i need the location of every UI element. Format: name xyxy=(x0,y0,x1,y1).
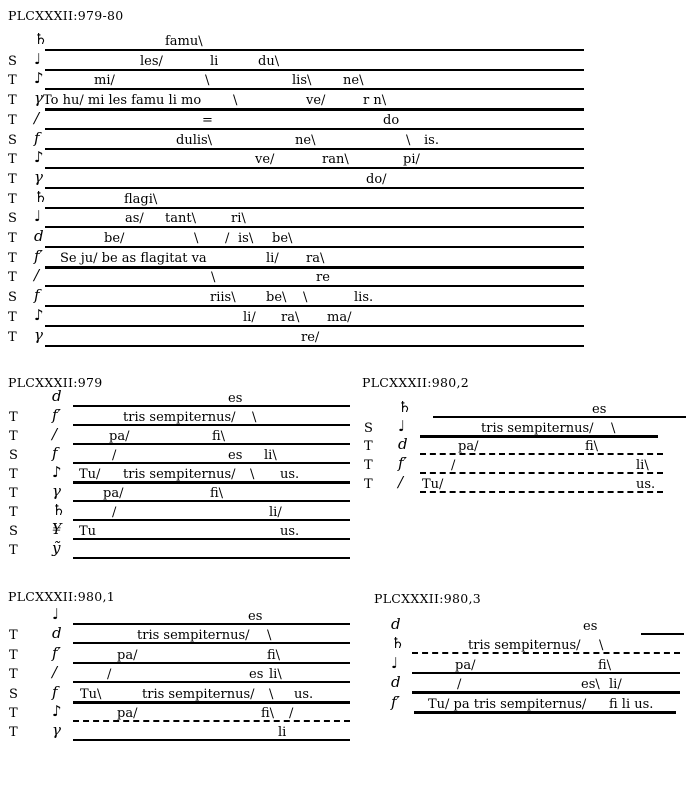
note-symbol: ♄ xyxy=(34,30,48,48)
note-symbol: f′ xyxy=(52,406,61,424)
note-symbol: f′ xyxy=(52,644,61,662)
note-symbol: d xyxy=(391,615,401,633)
text-fragment: \ xyxy=(252,410,257,425)
note-symbol: ♄ xyxy=(391,634,405,652)
text-fragment: es\ xyxy=(581,677,600,692)
text-fragment: fi\ xyxy=(210,486,224,501)
section-label-979: PLCXXXII:979 xyxy=(8,375,103,390)
text-fragment: \ xyxy=(269,687,274,702)
text-fragment: ne\ xyxy=(343,73,364,88)
voice-label: T xyxy=(8,192,17,207)
staff-line xyxy=(73,623,350,625)
staff-line xyxy=(45,207,584,209)
voice-label: S xyxy=(9,687,18,702)
text-fragment: \ xyxy=(194,231,199,246)
staff-line xyxy=(45,69,584,71)
voice-label: T xyxy=(364,458,373,473)
text-fragment: r n\ xyxy=(363,93,387,108)
text-fragment: pa/ xyxy=(117,706,138,721)
text-fragment: \ xyxy=(205,73,210,88)
text-fragment: be\ xyxy=(266,290,287,305)
voice-label: T xyxy=(8,113,17,128)
text-fragment: pi/ xyxy=(403,152,420,167)
voice-label: T xyxy=(9,628,18,643)
voice-label: T xyxy=(9,543,18,558)
note-symbol: ♩ xyxy=(398,417,406,435)
text-fragment: li xyxy=(210,54,219,69)
text-fragment: pa/ xyxy=(109,429,130,444)
voice-label: T xyxy=(9,429,18,444)
text-fragment: pa/ xyxy=(455,658,476,673)
note-symbol: f xyxy=(52,683,58,701)
text-fragment: li/ xyxy=(269,505,282,520)
staff-line xyxy=(73,739,350,741)
text-fragment: pa/ xyxy=(103,486,124,501)
text-fragment: tant\ xyxy=(165,211,196,226)
voice-label: T xyxy=(8,152,17,167)
text-fragment: / xyxy=(457,677,462,692)
voice-label: T xyxy=(9,706,18,721)
note-symbol: / xyxy=(398,473,404,491)
text-fragment: es xyxy=(228,391,243,406)
voice-label: T xyxy=(9,648,18,663)
text-fragment: es xyxy=(583,619,598,634)
note-symbol: γ xyxy=(34,89,43,107)
voice-label: S xyxy=(8,211,17,226)
staff-line xyxy=(412,672,680,674)
text-fragment: To hu/ mi les famu li mo xyxy=(43,93,202,108)
note-symbol: / xyxy=(34,109,40,127)
note-symbol: ♩ xyxy=(391,654,399,672)
text-fragment: Se ju/ be as flagitat va xyxy=(60,251,207,266)
voice-label: S xyxy=(8,290,17,305)
staff-line xyxy=(433,416,686,418)
text-fragment: ra\ xyxy=(281,310,300,325)
text-fragment: \ xyxy=(611,421,616,436)
text-fragment: tris sempiternus/ xyxy=(123,467,236,482)
staff-line xyxy=(73,681,350,683)
staff-line xyxy=(45,88,584,90)
text-fragment: es xyxy=(248,609,263,624)
staff-line xyxy=(73,405,350,407)
text-fragment: / xyxy=(107,667,112,682)
note-symbol: ỹ xyxy=(52,539,61,557)
voice-label: S xyxy=(8,54,17,69)
voice-label: T xyxy=(364,439,373,454)
text-fragment: do/ xyxy=(366,172,387,187)
text-fragment: ve/ xyxy=(306,93,326,108)
voice-label: T xyxy=(8,73,17,88)
text-fragment: tris sempiternus/ xyxy=(123,410,236,425)
note-symbol: d xyxy=(398,435,408,453)
staff-line xyxy=(45,108,584,111)
voice-label: T xyxy=(8,330,17,345)
text-fragment: lis\ xyxy=(292,73,312,88)
note-symbol: ♩ xyxy=(34,207,42,225)
staff-line xyxy=(73,720,350,722)
note-symbol: f′ xyxy=(34,247,43,265)
text-fragment: dulis\ xyxy=(176,133,213,148)
note-symbol: ♄ xyxy=(52,501,66,519)
staff-line xyxy=(45,128,584,130)
text-fragment: / xyxy=(225,231,230,246)
text-fragment: li xyxy=(278,725,287,740)
text-fragment: Tu/ pa tris sempiternus/ xyxy=(428,697,587,712)
note-symbol: ♪ xyxy=(34,69,44,87)
note-symbol: ¥ xyxy=(52,520,62,538)
voice-label: S xyxy=(8,133,17,148)
text-fragment: be\ xyxy=(272,231,293,246)
text-fragment: fi\ xyxy=(212,429,226,444)
note-symbol: ♩ xyxy=(34,50,42,68)
text-fragment: ma/ xyxy=(327,310,352,325)
text-fragment: fi\ xyxy=(598,658,612,673)
staff-line xyxy=(45,187,584,189)
text-fragment: li\ xyxy=(269,667,282,682)
staff-line xyxy=(45,246,584,248)
note-symbol: ♪ xyxy=(52,702,62,720)
staff-line xyxy=(45,167,584,169)
text-fragment: be/ xyxy=(104,231,125,246)
text-fragment: flagi\ xyxy=(124,192,158,207)
text-fragment: fi\ xyxy=(267,648,281,663)
staff-line xyxy=(73,538,350,540)
note-symbol: / xyxy=(52,425,58,443)
staff-line xyxy=(45,325,584,327)
staff-line xyxy=(420,453,663,455)
note-symbol: γ xyxy=(52,721,61,739)
note-symbol: f xyxy=(34,129,40,147)
text-fragment: \ xyxy=(211,270,216,285)
text-fragment: ne\ xyxy=(295,133,316,148)
text-fragment: us. xyxy=(280,524,300,539)
note-symbol: ♪ xyxy=(34,148,44,166)
text-fragment: fi\ xyxy=(585,439,599,454)
text-fragment: \ xyxy=(599,638,604,653)
note-symbol: f′ xyxy=(391,693,400,711)
section-label-979-80: PLCXXXII:979-80 xyxy=(8,8,124,23)
voice-label: T xyxy=(8,93,17,108)
text-fragment: es xyxy=(228,448,243,463)
staff-line xyxy=(45,285,584,287)
text-fragment: tris sempiternus/ xyxy=(481,421,594,436)
section-label-980-1: PLCXXXII:980,1 xyxy=(8,589,116,604)
note-symbol: d xyxy=(391,673,401,691)
staff-line xyxy=(420,491,663,493)
staff-line xyxy=(45,148,584,150)
text-fragment: les/ xyxy=(140,54,163,69)
note-symbol: f xyxy=(34,286,40,304)
text-fragment: riis\ xyxy=(210,290,236,305)
note-symbol: / xyxy=(34,266,40,284)
text-fragment: li/ xyxy=(243,310,256,325)
text-fragment: us. xyxy=(294,687,314,702)
voice-label: T xyxy=(8,270,17,285)
note-symbol: ♪ xyxy=(34,306,44,324)
text-fragment: / xyxy=(289,706,294,721)
text-fragment: lis. xyxy=(354,290,374,305)
voice-label: S xyxy=(9,524,18,539)
note-symbol: d xyxy=(52,624,62,642)
staff-line xyxy=(420,472,663,474)
staff-line xyxy=(45,266,584,269)
note-symbol: / xyxy=(52,663,58,681)
text-fragment: \ xyxy=(250,467,255,482)
text-fragment: ran\ xyxy=(322,152,349,167)
text-fragment: es xyxy=(592,402,607,417)
staff-line xyxy=(45,345,584,347)
text-fragment: Tu/ xyxy=(79,467,101,482)
text-fragment: mi/ xyxy=(94,73,115,88)
note-symbol: ♄ xyxy=(34,188,48,206)
section-label-980-2: PLCXXXII:980,2 xyxy=(362,375,470,390)
note-symbol: f xyxy=(52,444,58,462)
text-fragment: Tu xyxy=(79,524,97,539)
text-fragment: / xyxy=(112,448,117,463)
text-fragment: is. xyxy=(424,133,439,148)
voice-label: T xyxy=(8,172,17,187)
section-label-980-3: PLCXXXII:980,3 xyxy=(374,591,482,606)
text-fragment: Tu/ xyxy=(422,477,444,492)
voice-label: T xyxy=(9,486,18,501)
text-fragment: Tu\ xyxy=(80,687,102,702)
staff-line xyxy=(45,226,584,228)
voice-label: T xyxy=(9,667,18,682)
staff-line xyxy=(45,305,584,307)
text-fragment: is\ xyxy=(238,231,254,246)
text-fragment: fi\ xyxy=(261,706,275,721)
text-fragment: \ xyxy=(303,290,308,305)
voice-label: T xyxy=(364,477,373,492)
text-fragment: \ xyxy=(233,93,238,108)
text-fragment: li\ xyxy=(264,448,277,463)
note-symbol: ♪ xyxy=(52,463,62,481)
text-fragment: do xyxy=(383,113,400,128)
text-fragment: du\ xyxy=(258,54,280,69)
text-fragment: tris sempiternus/ xyxy=(142,687,255,702)
text-fragment: pa/ xyxy=(117,648,138,663)
voice-label: T xyxy=(9,410,18,425)
voice-label: T xyxy=(9,505,18,520)
text-fragment: fi li us. xyxy=(609,697,654,712)
note-symbol: γ xyxy=(52,482,61,500)
text-fragment: li/ xyxy=(609,677,622,692)
text-fragment: us. xyxy=(636,477,656,492)
note-symbol: ♄ xyxy=(398,398,412,416)
text-fragment: ra\ xyxy=(306,251,325,266)
text-fragment: = xyxy=(202,113,213,128)
text-fragment: ri\ xyxy=(231,211,246,226)
staff-line xyxy=(45,49,584,51)
text-fragment: es xyxy=(249,667,264,682)
text-fragment: tris sempiternus/ xyxy=(137,628,250,643)
voice-label: T xyxy=(8,251,17,266)
voice-label: T xyxy=(8,310,17,325)
note-symbol: γ xyxy=(34,168,43,186)
staff-line xyxy=(73,662,350,664)
text-fragment: / xyxy=(112,505,117,520)
text-fragment: li/ xyxy=(266,251,279,266)
text-fragment: \ xyxy=(406,133,411,148)
text-fragment: famu\ xyxy=(165,34,203,49)
note-symbol: γ xyxy=(34,326,43,344)
voice-label: T xyxy=(9,725,18,740)
text-fragment: re xyxy=(316,270,330,285)
text-fragment: us. xyxy=(280,467,300,482)
voice-label: T xyxy=(8,231,17,246)
text-fragment: \ xyxy=(267,628,272,643)
note-symbol: d xyxy=(34,227,44,245)
text-fragment: / xyxy=(451,458,456,473)
text-fragment: ve/ xyxy=(255,152,275,167)
voice-label: T xyxy=(9,467,18,482)
text-fragment: pa/ xyxy=(458,439,479,454)
voice-label: S xyxy=(9,448,18,463)
voice-label: S xyxy=(364,421,373,436)
note-symbol: f′ xyxy=(398,454,407,472)
text-fragment: as/ xyxy=(125,211,144,226)
text-fragment: li\ xyxy=(636,458,649,473)
note-symbol: ♩ xyxy=(52,605,60,623)
staff-line xyxy=(641,633,684,635)
staff-line xyxy=(73,557,350,559)
text-fragment: re/ xyxy=(301,330,320,345)
text-fragment: tris sempiternus/ xyxy=(468,638,581,653)
staff-line xyxy=(412,691,680,694)
note-symbol: d xyxy=(52,387,62,405)
